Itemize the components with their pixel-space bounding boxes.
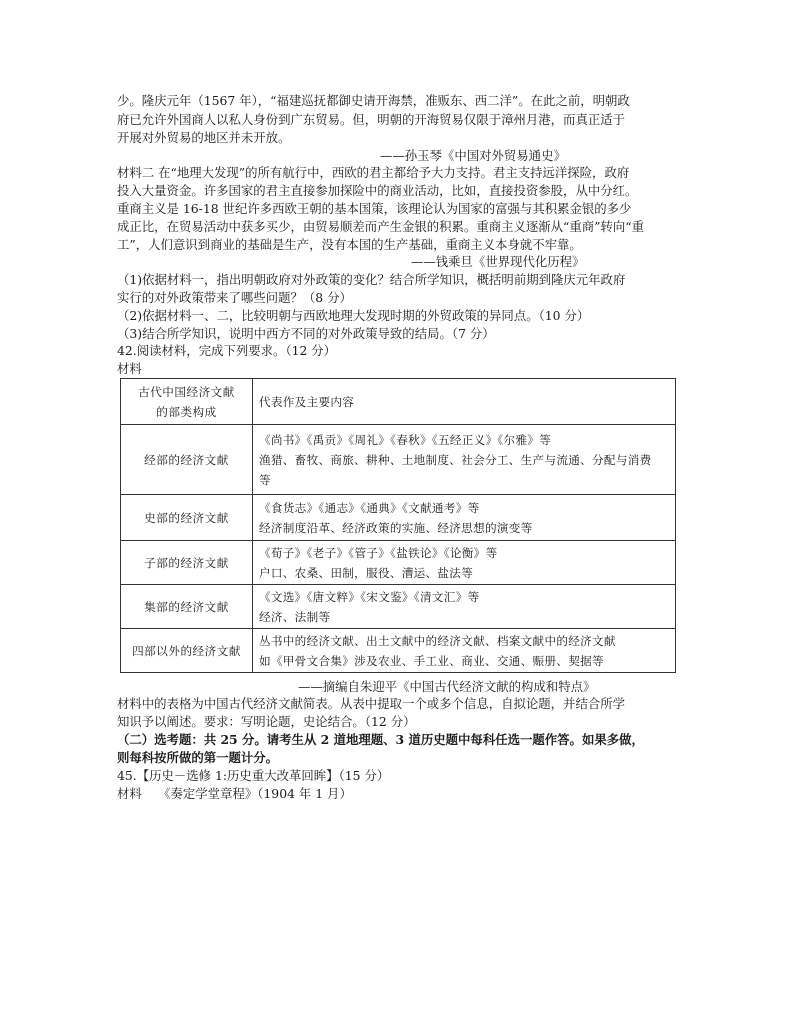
question-3: （3)结合所学知识，说明中西方不同的对外政策导致的结局。（7 分） bbox=[117, 326, 495, 341]
question-42-title: 42.阅读材料，完成下列要求。（12 分） bbox=[117, 343, 337, 358]
row-content-line-2: 等 bbox=[259, 472, 271, 487]
row-category bbox=[121, 541, 253, 585]
table-header-row bbox=[121, 379, 676, 425]
question-45-material: 材料 《奏定学堂章程》（1904 年 1 月） bbox=[117, 786, 352, 801]
table-row bbox=[121, 585, 676, 629]
material2-line-2: 投入大量资金。许多国家的君主直接参加探险中的商业活动，比如，直接投资参股，从中分红。 bbox=[117, 183, 638, 198]
header-category-line-2: 的部类构成 bbox=[156, 404, 217, 419]
question-1-line-2: 实行的对外政策带来了哪些问题？（8 分） bbox=[117, 290, 352, 305]
intro-line-2: 府已允许外国商人以私人身份到广东贸易。但，明朝的开海贸易仅限于漳州月港，而真正适于 bbox=[117, 112, 626, 127]
material2-line-5: 工”，人们意识到商业的基础是生产，没有本国的生产基础，重商主义本身就不牢靠。 bbox=[117, 237, 582, 252]
table-row bbox=[121, 495, 676, 541]
section-2-line-2: 则每科按所做的第一题计分。 bbox=[117, 750, 279, 765]
row-works: 《食货志》《通志》《通典》《文献通考》等 bbox=[259, 500, 480, 515]
row-content-line-1: 如《甲骨文合集》涉及农业、手工业、商业、交通、赈册、契据等 bbox=[259, 653, 604, 668]
intro-line-1: 少。隆庆元年（1567 年），“福建巡抚都御史请开海禁，准贩东、西二洋”。在此之前，明朝政 bbox=[117, 93, 630, 108]
row-works: 《荀子》《老子》《管子》《盐铁论》《论衡》等 bbox=[259, 545, 498, 560]
section-2-line-1: （二）选考题：共 25 分。请考生从 2 道地理题、3 道历史题中每科任选一题作答。如果多做， bbox=[117, 732, 644, 747]
row-category bbox=[121, 585, 253, 629]
row-works: 《文选》《唐文粹》《宋文鉴》《清文汇》等 bbox=[259, 589, 480, 604]
question-42-requirement-line-2: 知识予以阐述。要求：写明论题，史论结合。（12 分） bbox=[117, 714, 416, 729]
question-42-source: ——摘编自朱迎平《中国古代经济文献的构成和特点》 bbox=[298, 679, 596, 694]
row-content-line-1: 渔猎、畜牧、商旅、耕种、土地制度、社会分工、生产与流通、分配与消费 bbox=[259, 452, 652, 467]
category-text: 子部的经济文献 bbox=[144, 555, 229, 570]
table-row bbox=[121, 629, 676, 673]
table-header-content bbox=[253, 379, 676, 425]
row-content bbox=[253, 425, 676, 495]
row-content-line-1: 经济制度沿革、经济政策的实施、经济思想的演变等 bbox=[259, 520, 533, 535]
row-works: 丛书中的经济文献、出土文献中的经济文献、档案文献中的经济文献 bbox=[259, 633, 616, 648]
row-works: 《尚书》《禹贡》《周礼》《春秋》《五经正义》《尔雅》等 bbox=[259, 432, 552, 447]
row-content bbox=[253, 541, 676, 585]
question-45-title: 45.【历史－选修 1:历史重大改革回眸】（15 分） bbox=[117, 768, 390, 783]
question-1-line-1: （1)依据材料一，指出明朝政府对外政策的变化？结合所学知识，概括明前期到隆庆元年政府 bbox=[117, 272, 626, 287]
table-row bbox=[121, 425, 676, 495]
row-content bbox=[253, 495, 676, 541]
material2-line-4: 成正比，在贸易活动中获多买少，由贸易顺差而产生金银的积累。重商主义逐渐从“重商”转向“重 bbox=[117, 219, 645, 234]
material2-source: ——钱乘旦《世界现代化历程》 bbox=[411, 254, 585, 269]
table-row bbox=[121, 541, 676, 585]
table-header-category bbox=[121, 379, 253, 425]
category-text: 经部的经济文献 bbox=[144, 452, 229, 467]
row-content-line-1: 经济、法制等 bbox=[259, 609, 331, 624]
category-text: 史部的经济文献 bbox=[144, 510, 229, 525]
row-category bbox=[121, 629, 253, 673]
row-category bbox=[121, 495, 253, 541]
category-text: 四部以外的经济文献 bbox=[132, 643, 241, 658]
header-category-line-1: 古代中国经济文献 bbox=[138, 384, 235, 399]
intro-line-3: 开展对外贸易的地区并未开放。 bbox=[117, 130, 291, 145]
material2-line-3: 重商主义是 16-18 世纪许多西欧王朝的基本国策，该理论认为国家的富强与其积累金银的多少 bbox=[117, 201, 632, 216]
row-content bbox=[253, 585, 676, 629]
category-text: 集部的经济文献 bbox=[144, 599, 229, 614]
question-42-material-label: 材料 bbox=[117, 361, 142, 376]
material2-line-1: 材料二 在“地理大发现”的所有航行中，西欧的君主都给予大力支持。君主支持远洋探险，政府 bbox=[117, 165, 630, 180]
question-42-requirement-line-1: 材料中的表格为中国古代经济文献简表。从表中提取一个或多个信息，自拟论题，并结合所学 bbox=[117, 696, 626, 711]
row-category bbox=[121, 425, 253, 495]
economic-literature-table bbox=[120, 378, 676, 673]
question-2: （2)依据材料一、二，比较明朝与西欧地理大发现时期的外贸政策的异同点。（10 分） bbox=[117, 308, 590, 323]
header-content: 代表作及主要内容 bbox=[259, 394, 355, 409]
row-content-line-1: 户口、农桑、田制，服役、漕运、盐法等 bbox=[259, 565, 474, 580]
intro-source: ——孙玉琴《中国对外贸易通史》 bbox=[380, 148, 566, 163]
row-content bbox=[253, 629, 676, 673]
